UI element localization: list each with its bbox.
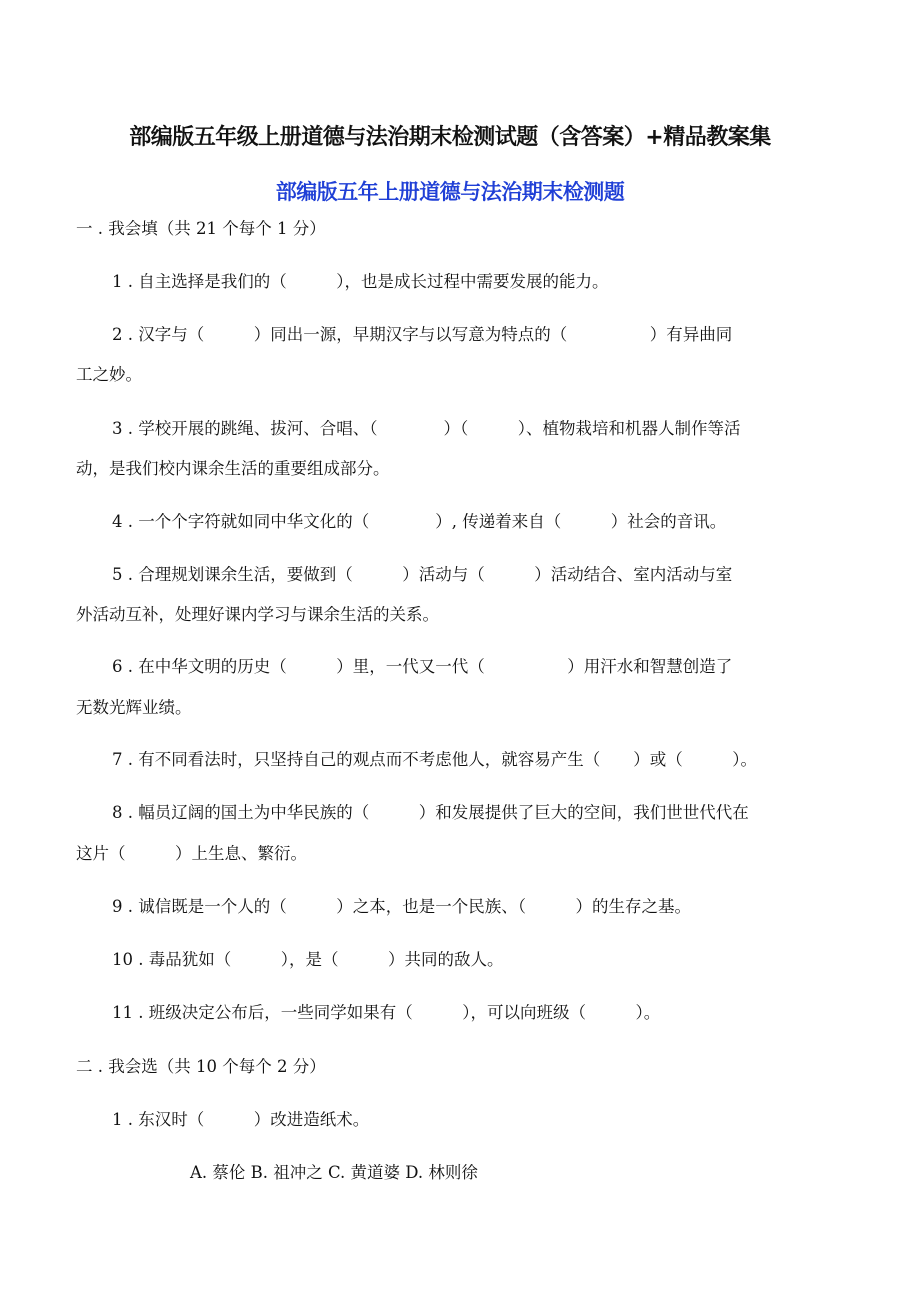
question-line: 7 . 有不同看法时，只坚持自己的观点而不考虑他人，就容易产生（ ）或（ ）。 (112, 750, 757, 769)
question-line: 1 . 东汉时（ ）改进造纸术。 (112, 1110, 370, 1129)
question-line: 动，是我们校内课余生活的重要组成部分。 (76, 459, 390, 478)
question-line: 工之妙。 (76, 365, 142, 384)
document-subtitle: 部编版五年上册道德与法治期末检测题 (275, 180, 625, 204)
section-1-heading: 一 . 我会填（共 21 个每个 1 分） (76, 219, 326, 238)
question-line: 4 . 一个个字符就如同中华文化的（ ）, 传递着来自（ ）社会的音讯。 (112, 512, 727, 531)
question-line: 5 . 合理规划课余生活，要做到（ ）活动与（ ）活动结合、室内活动与室 (112, 565, 733, 584)
document-title: 部编版五年级上册道德与法治期末检测试题（含答案）+精品教案集 (129, 125, 771, 150)
answer-options: A. 蔡伦 B. 祖冲之 C. 黄道婆 D. 林则徐 (190, 1163, 478, 1182)
question-line: 2 . 汉字与（ ）同出一源，早期汉字与以写意为特点的（ ）有异曲同 (112, 325, 733, 344)
question-line: 3 . 学校开展的跳绳、拔河、合唱、（ ）（ ）、植物栽培和机器人制作等活 (112, 419, 741, 438)
question-line: 外活动互补，处理好课内学习与课余生活的关系。 (76, 605, 439, 624)
question-line: 11 . 班级决定公布后，一些同学如果有（ ），可以向班级（ ）。 (112, 1003, 661, 1022)
question-line: 无数光辉业绩。 (76, 698, 192, 717)
question-line: 8 . 幅员辽阔的国土为中华民族的（ ）和发展提供了巨大的空间，我们世世代代在 (112, 803, 749, 822)
question-line: 这片（ ）上生息、繁衍。 (76, 844, 307, 863)
question-line: 6 . 在中华文明的历史（ ）里，一代又一代（ ）用汗水和智慧创造了 (112, 657, 733, 676)
question-line: 1 . 自主选择是我们的（ ），也是成长过程中需要发展的能力。 (112, 272, 609, 291)
question-line: 9 . 诚信既是一个人的（ ）之本，也是一个民族、（ ）的生存之基。 (112, 897, 691, 916)
question-line: 10 . 毒品犹如（ ），是（ ）共同的敌人。 (112, 950, 504, 969)
section-2-heading: 二 . 我会选（共 10 个每个 2 分） (76, 1057, 326, 1076)
